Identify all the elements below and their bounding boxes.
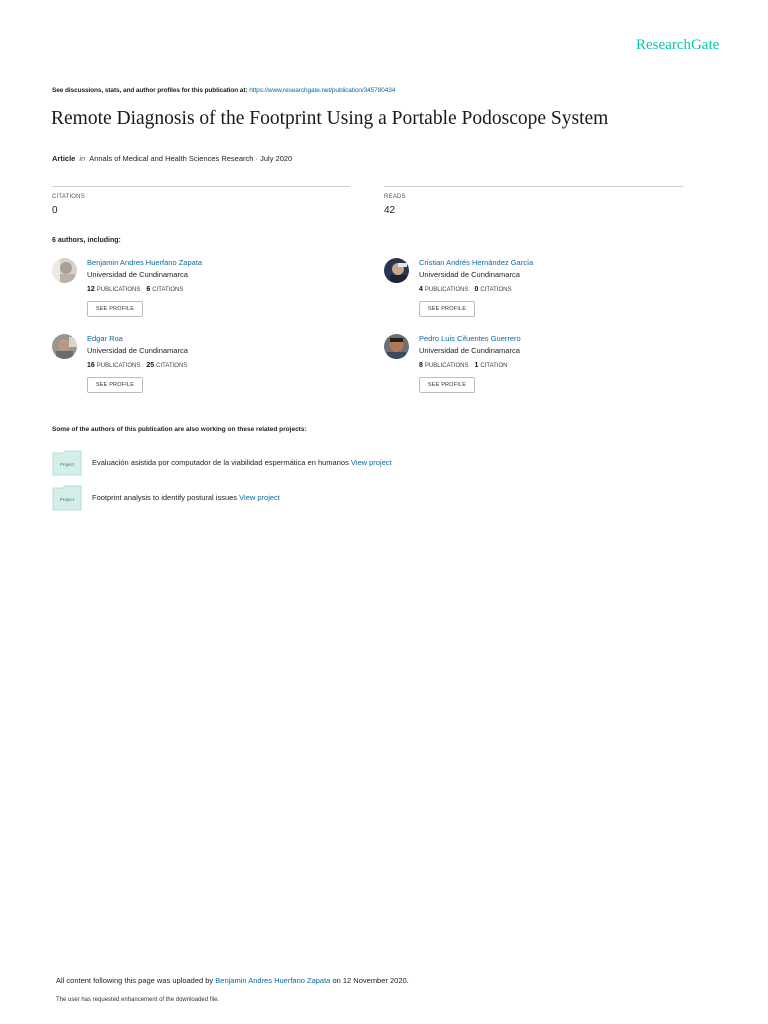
reads-divider [384,186,683,187]
projects-header: Some of the authors of this publication are also working on these related projects: [52,426,307,433]
citations-count: 1 [474,362,479,369]
author-name[interactable]: Edgar Roa [87,334,123,343]
avatar[interactable] [384,258,409,283]
footer-suffix: on 12 November 2020. [332,976,409,985]
project-title: Footprint analysis to identify postural issues [92,493,238,502]
avatar[interactable] [384,334,409,359]
publication-url-link[interactable]: https://www.researchgate.net/publication/345780434 [249,87,396,94]
citations-value: 0 [52,205,58,216]
citations-label: CITATIONS [480,287,512,293]
author-card [384,258,684,324]
authors-header: 6 authors, including: [52,237,121,244]
footer-prefix: All content following this page was uploaded by [56,976,214,985]
publications-count: 12 [87,286,95,293]
project-item [52,485,452,513]
author-affiliation: Universidad de Cundinamarca [87,346,188,355]
avatar[interactable] [52,334,77,359]
publications-label: PUBLICATIONS [424,287,469,293]
project-icon-label: Project [59,497,75,502]
author-card [384,334,684,400]
uploader-link[interactable]: Benjamin Andres Huerfano Zapata [215,976,331,985]
author-stats [419,362,508,369]
see-profile-button[interactable]: SEE PROFILE [87,301,143,317]
in-word: in [79,154,86,163]
author-name[interactable]: Cristian Andrés Hernández García [419,258,534,267]
author-name[interactable]: Benjamin Andres Huerfano Zapata [87,258,203,267]
citations-divider [52,186,350,187]
see-profile-button[interactable]: SEE PROFILE [419,377,475,393]
publications-count: 4 [419,286,423,293]
project-text [92,493,280,502]
author-affiliation: Universidad de Cundinamarca [87,270,188,279]
project-title: Evaluación asistida por computador de la viabilidad espermática en humanos [92,458,349,467]
view-project-link[interactable]: View project [350,458,392,467]
researchgate-logo[interactable]: ResearchGate [636,37,720,53]
citations-label: CITATIONS [156,363,188,369]
author-affiliation: Universidad de Cundinamarca [419,346,520,355]
publications-count: 8 [419,362,423,369]
citations-count: 25 [146,362,155,369]
project-text [92,458,392,467]
project-item [52,450,452,478]
citations-label: CITATION [480,363,508,369]
journal-date: Annals of Medical and Health Sciences Research · July 2020 [89,154,293,163]
author-card [52,334,352,400]
publications-label: PUBLICATIONS [424,363,469,369]
see-profile-button[interactable]: SEE PROFILE [419,301,475,317]
citations-label: CITATIONS [52,194,85,200]
avatar[interactable] [52,258,77,283]
publications-count: 16 [87,362,95,369]
publications-label: PUBLICATIONS [96,287,141,293]
view-project-link[interactable]: View project [239,493,280,502]
project-folder-icon [52,450,82,476]
author-card [52,258,352,324]
publication-title: Remote Diagnosis of the Footprint Using a Portable Podoscope System [51,108,609,129]
publications-label: PUBLICATIONS [96,363,141,369]
author-affiliation: Universidad de Cundinamarca [419,270,520,279]
upload-footer [56,976,409,985]
citations-count: 0 [474,286,479,293]
author-name[interactable]: Pedro Luis Cifuentes Guerrero [419,334,521,343]
publication-meta [52,154,292,163]
reads-value: 42 [384,205,396,216]
discussion-prefix: See discussions, stats, and author profiles for this publication at: [52,87,248,94]
author-stats [87,286,183,293]
reads-label: READS [384,194,406,200]
author-stats [419,286,512,293]
project-icon-label: Project [59,462,75,467]
project-folder-icon [52,485,82,511]
citations-label: CITATIONS [152,287,184,293]
author-stats [87,362,187,369]
citations-count: 6 [146,286,151,293]
see-profile-button[interactable]: SEE PROFILE [87,377,143,393]
discussion-line [52,87,395,94]
article-type: Article [52,154,76,163]
footer-note: The user has requested enhancement of the downloaded file. [56,997,220,1003]
